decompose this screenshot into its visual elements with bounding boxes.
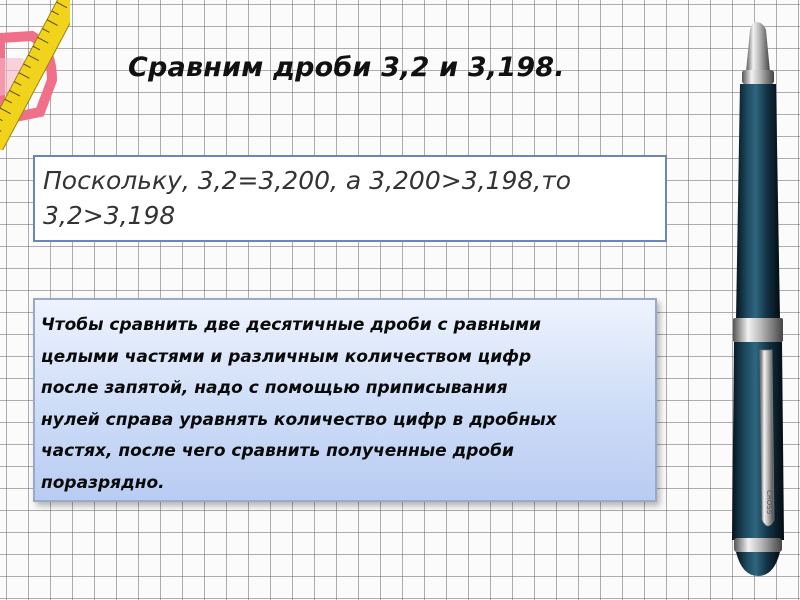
rule-line-2: целыми частями и различным количеством цифр xyxy=(41,346,532,367)
rule-line-4: нулей справа уравнять количество цифр в дробных xyxy=(41,409,557,430)
svg-text:CROSS: CROSS xyxy=(765,490,773,515)
rule-box xyxy=(33,298,657,502)
rule-line-6: поразрядно. xyxy=(41,472,165,493)
statement-line-1: Поскольку, 3,2=3,200, а 3,200>3,198,то xyxy=(43,166,572,195)
slide-title: Сравним дроби 3,2 и 3,198. xyxy=(128,52,565,83)
pen-icon xyxy=(700,20,800,580)
rule-line-3: после запятой, надо с помощью приписывания xyxy=(41,378,508,398)
rule-line-1: Чтобы сравнить две десятичные дроби с равными xyxy=(41,315,541,335)
statement-line-2: 3,2>3,198 xyxy=(43,201,176,230)
rule-line-5: частях, после чего сравнить полученные дроби xyxy=(41,441,514,461)
comparison-statement-box xyxy=(33,155,667,242)
ruler-protractor-icon xyxy=(0,0,70,150)
